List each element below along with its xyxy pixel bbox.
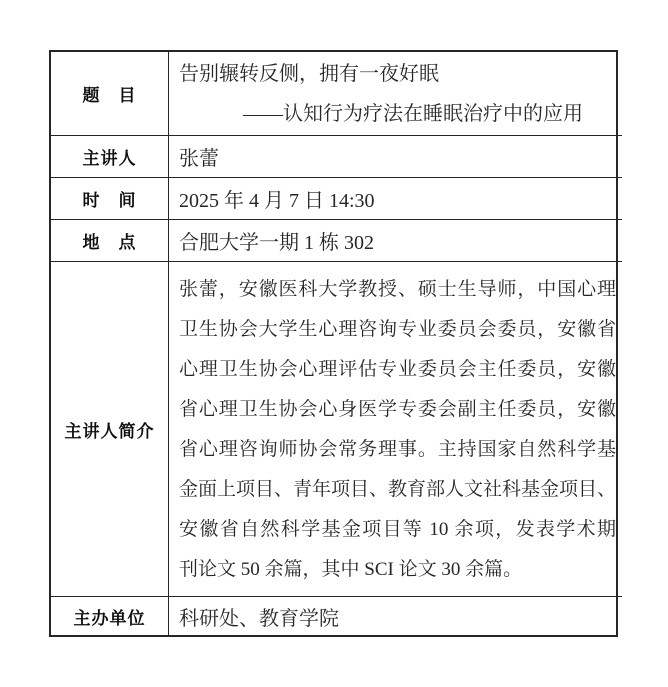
- bio-text-line: 张蕾，安徽医科大学教授、硕士生导师，中国心理: [179, 279, 617, 300]
- organizer-row-label: 主办单位: [73, 608, 146, 628]
- content-cell-speaker: [169, 135, 622, 177]
- content-cell-organizer: [169, 596, 622, 635]
- label-cell-location: [51, 219, 169, 261]
- speaker-row-label: 主讲人: [82, 149, 137, 168]
- lecture-title-line-1: 告别辗转反侧，拥有一夜好眠: [179, 63, 439, 85]
- label-cell-title: [51, 52, 169, 135]
- content-cell-location: [169, 219, 622, 261]
- speaker-name: 张蕾: [179, 148, 219, 170]
- bio-text-line: 刊论文 50 余篇，其中 SCI 论文 30 余篇。: [179, 559, 523, 580]
- organizer-names: 科研处、教育学院: [179, 607, 339, 630]
- lecture-time: 2025 年 4 月 7 日 14:30: [179, 190, 375, 212]
- bio-text-line: 金面上项目、青年项目、教育部人文社科基金项目、: [179, 479, 617, 500]
- label-cell-bio: [51, 261, 169, 596]
- location-row-label: 地 点: [82, 233, 137, 252]
- lecture-location: 合肥大学一期 1 栋 302: [179, 232, 374, 254]
- label-cell-time: [51, 177, 169, 219]
- label-cell-organizer: [51, 596, 169, 635]
- time-row-label: 时 间: [82, 191, 137, 210]
- content-cell-bio: [169, 261, 622, 596]
- label-cell-speaker: [51, 135, 169, 177]
- bio-text-line: 省心理卫生协会心身医学专委会副主任委员，安徽: [179, 399, 617, 420]
- bio-row-label: 主讲人简介: [64, 421, 155, 441]
- title-row-label: 题 目: [82, 86, 137, 105]
- bio-text-line: 心理卫生协会心理评估专业委员会主任委员，安徽: [179, 359, 617, 380]
- lecture-info-table: [49, 50, 618, 637]
- content-cell-time: [169, 177, 622, 219]
- bio-text-line: 卫生协会大学生心理咨询专业委员会委员，安徽省: [179, 319, 617, 340]
- content-cell-title: [169, 52, 622, 135]
- lecture-title-line-2: ——认知行为疗法在睡眠治疗中的应用: [243, 103, 583, 125]
- bio-text-line: 安徽省自然科学基金项目等 10 余项，发表学术期: [179, 519, 617, 540]
- bio-text-line: 省心理咨询师协会常务理事。主持国家自然科学基: [179, 439, 617, 460]
